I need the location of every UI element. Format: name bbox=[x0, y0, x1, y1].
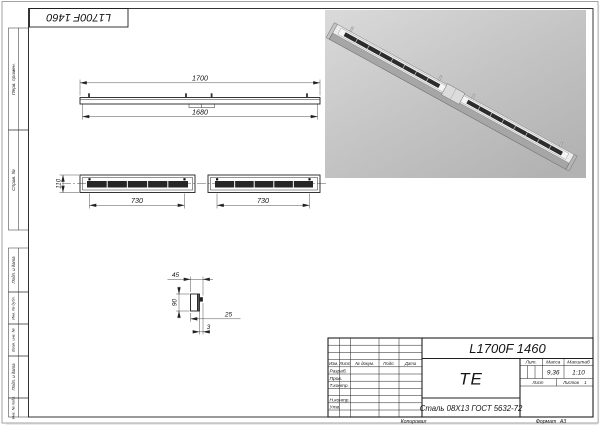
mass-value: 9,36 bbox=[546, 369, 560, 377]
title-part-name: ТЕ bbox=[459, 369, 483, 389]
col-data-label: Дата bbox=[404, 361, 417, 366]
margin-field-label: Взам. инв. № bbox=[11, 328, 16, 352]
title-material: Сталь 08Х13 ГОСТ 5632-72 bbox=[419, 403, 523, 413]
dim-45-label: 45 bbox=[171, 272, 180, 279]
dim-3-label: 3 bbox=[206, 324, 211, 331]
format-value: А3 bbox=[559, 418, 567, 425]
plan-section-right bbox=[208, 175, 320, 193]
dim-730-left-label: 730 bbox=[131, 196, 143, 205]
row-utv-label: Утв. bbox=[329, 405, 341, 411]
scale-label: Масштаб bbox=[567, 360, 590, 366]
margin-field-label: Подп. и дата bbox=[10, 256, 16, 284]
row-prov-label: Пров. bbox=[329, 376, 343, 382]
iso-view bbox=[325, 10, 586, 178]
dim-110-label: 110 bbox=[55, 178, 63, 189]
copied-label: Копировал bbox=[400, 418, 427, 425]
dim-90-label: 90 bbox=[171, 298, 179, 307]
col-podp-label: Подп. bbox=[383, 361, 395, 366]
margin-field-label: Перв. примен. bbox=[12, 63, 18, 95]
list-label: Лист bbox=[532, 380, 544, 385]
col-dokum-label: № докум. bbox=[355, 361, 375, 366]
title-designation: L1700F 1460 bbox=[469, 341, 546, 356]
dim-25-label: 25 bbox=[224, 311, 233, 319]
plan-section-left bbox=[80, 175, 195, 193]
rotated-designation-label: L1700F 1460 bbox=[46, 11, 112, 24]
scale-value: 1:10 bbox=[572, 369, 585, 377]
detail-tab bbox=[200, 297, 203, 301]
margin-field-label: Инв. № подл. bbox=[11, 395, 16, 420]
margin-field-label: Инв. № дубл. bbox=[11, 296, 16, 320]
row-razrab-label: Разраб. bbox=[329, 369, 347, 375]
lit-label: Лит. bbox=[525, 360, 537, 366]
listov-value: 1 bbox=[584, 380, 587, 385]
col-list-label: Лист bbox=[339, 361, 351, 366]
margin-field-label: Справ. № bbox=[12, 169, 18, 191]
row-nkontr-label: Н.контр. bbox=[329, 398, 350, 404]
format-label: Формат bbox=[535, 418, 557, 425]
col-izm-label: Изм. bbox=[329, 361, 339, 366]
dim-730-right-label: 730 bbox=[257, 196, 269, 205]
dim-1680-label: 1680 bbox=[192, 107, 208, 117]
margin-field-label: Подп. и дата bbox=[10, 363, 16, 391]
row-tkontr-label: Т.контр. bbox=[329, 384, 349, 389]
mass-label: Масса bbox=[546, 360, 561, 366]
listov-label: Листов bbox=[563, 380, 579, 385]
dim-1700-label: 1700 bbox=[192, 73, 208, 83]
